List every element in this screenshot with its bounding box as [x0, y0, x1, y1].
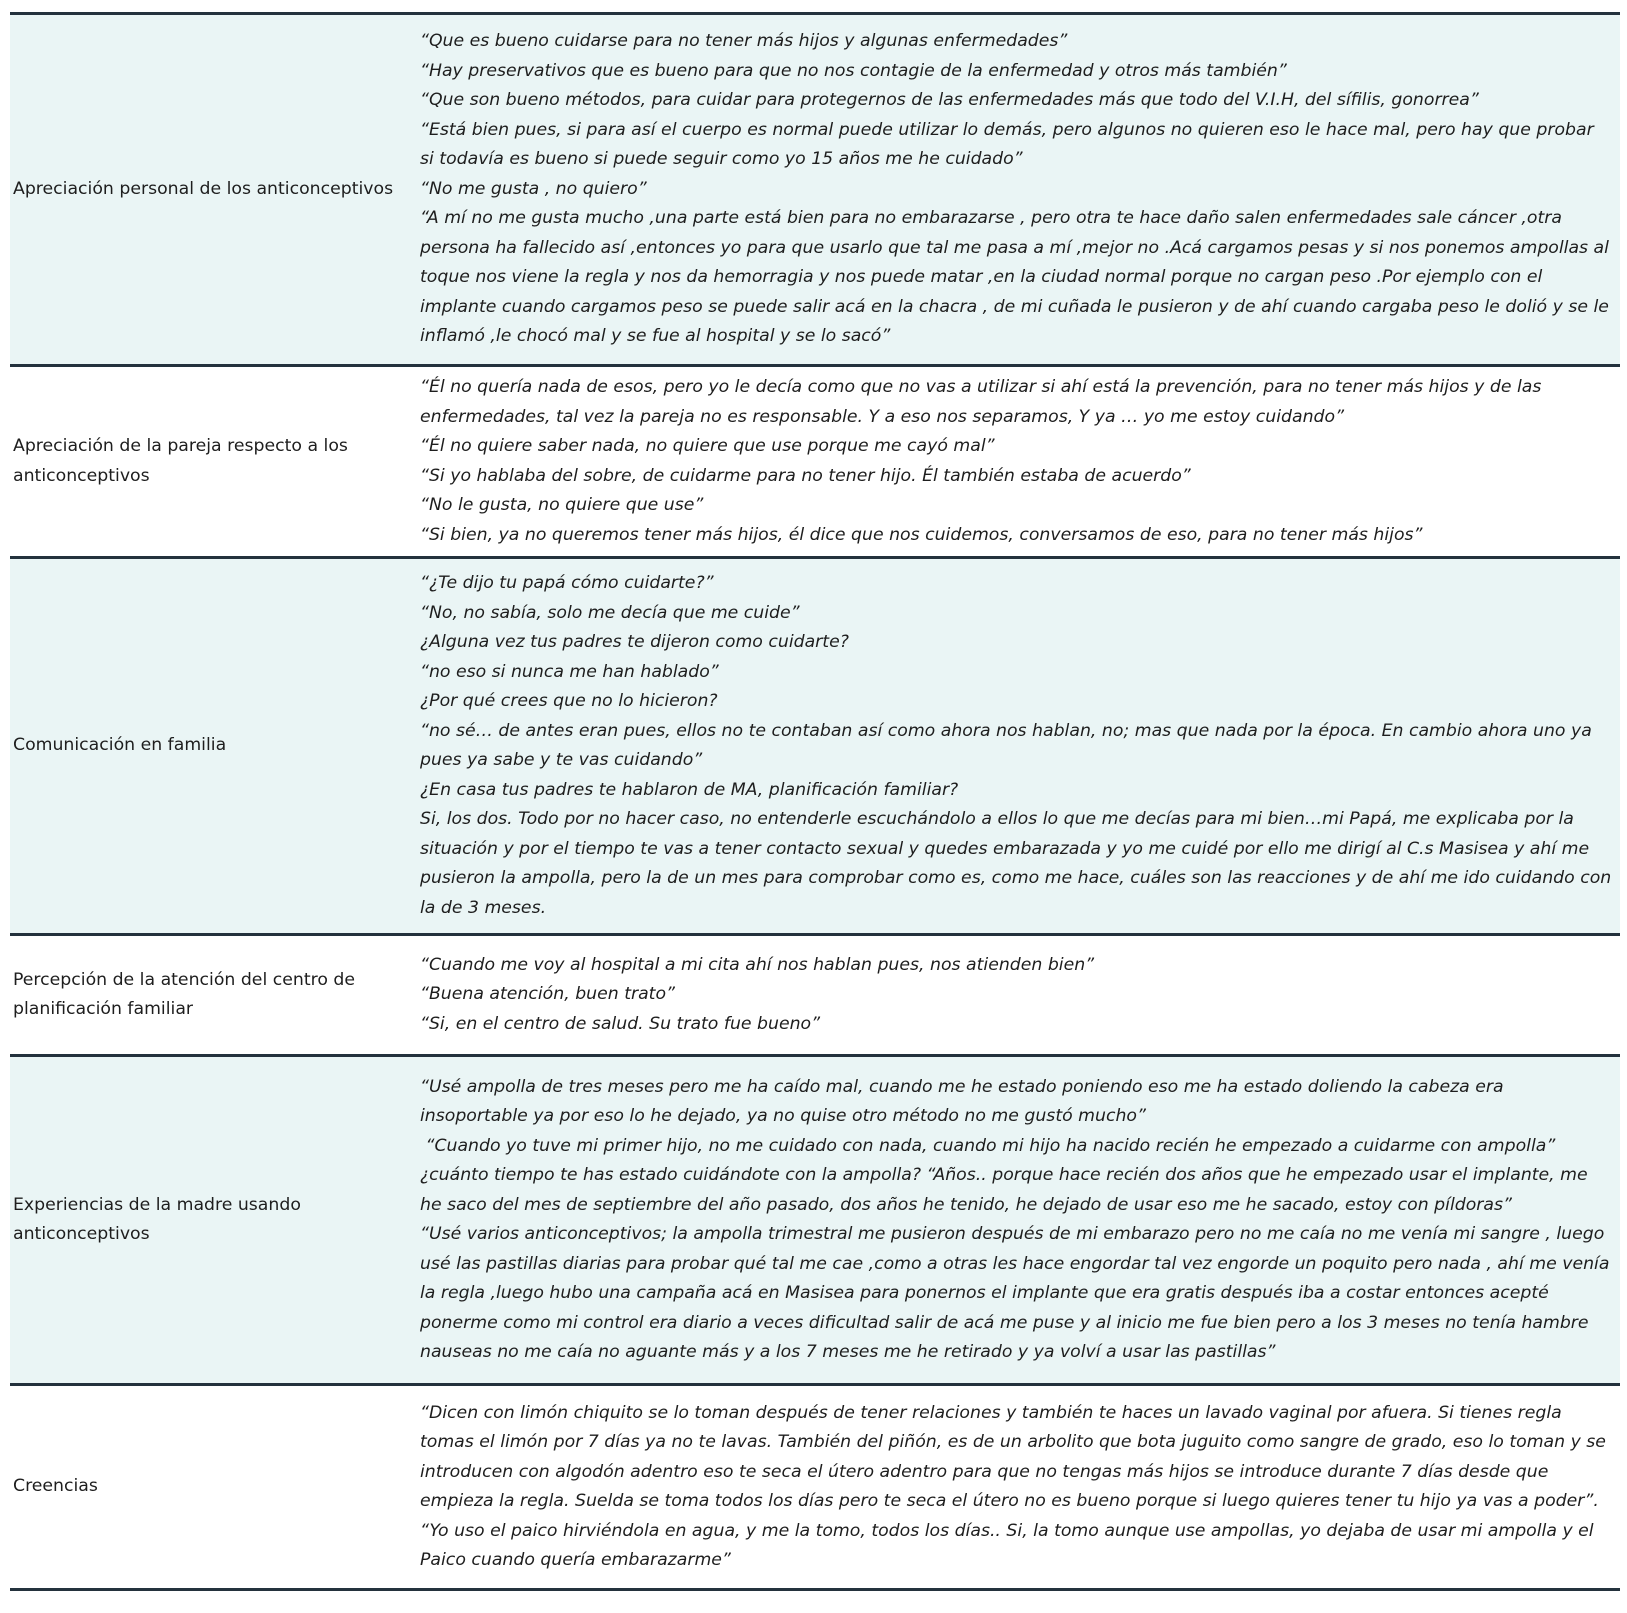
quote-line: “Él no quiere saber nada, no quiere que use porque me cayó mal” [420, 436, 995, 456]
quote-line: “Dicen con limón chiquito se lo toman después de tener relaciones y también te haces un lavado vaginal por afuera. Si tienes regla tomas el limón por 7 días ya no te lavas. También del piñón, es de un arbolito que bota juguito como sangre de grado, eso lo toman y se introducen con algodón adentro eso te seca el útero adentro para que no tengas más hijos se introduce durante 7 días desde que empieza la regla. Suelda se toma todos los días pero te seca el útero no es bueno porque si luego quieres tener tu hijo ya vas a poder”. [420, 1402, 1612, 1511]
quote-line: “No, no sabía, solo me decía que me cuide” [420, 602, 800, 623]
quotes-cell [420, 365, 1620, 558]
quotes-cell [420, 1065, 1620, 1376]
quote-line: “Usé ampolla de tres meses pero me ha caído mal, cuando me he estado poniendo eso me ha estado doliendo la cabeza era insoportable ya por eso lo he dejado, ya no quise otro método no me gustó mucho” [420, 1076, 1510, 1126]
quote-line: ¿cuánto tiempo te has estado cuidándote con la ampolla? “Años.. porque hace recién dos años que he empezado usar el implante, me he saco del mes de septiembre del año pasado, dos años he tenido, he dejado de usar eso me he sacado, estoy con píldoras” [420, 1165, 1594, 1215]
quote-line: Si, los dos. Todo por no hacer caso, no entenderle escuchándolo a ellos lo que me decías para mi bien…mi Papá, me explicaba por la situación y por el tiempo te vas a tener contacto sexual y quedes embarazada y yo me cuidé por ello me dirigí al C.s Masisea y ahí me pusieron la ampolla, pero la de un mes para comprobar como es, como me hace, cuáles son las reacciones y de ahí me ido cuidando con la de 3 meses. [420, 809, 1617, 918]
quote-line: “Si yo hablaba del sobre, de cuidarme para no tener hijo. Él también estaba de acuerdo” [420, 465, 1191, 486]
category-cell: Apreciación de la pareja respecto a los anticonceptivos [13, 436, 348, 486]
quote-line: “Yo uso el paico hirviéndola en agua, y me la tomo, todos los días.. Si, la tomo aunque use ampollas, yo dejaba de usar mi ampolla y el Paico cuando quería embarazarme” [420, 1520, 1600, 1570]
quote-line: “A mí no me gusta mucho ,una parte está bien para no embarazarse , pero otra te hace daño salen enfermedades sale cáncer ,otra persona ha fallecido así ,entonces yo para que usarlo que tal me pasa a mí ,mejor no .Acá cargamos pesas y si nos ponemos ampollas al toque nos viene la regla y nos da hemorragia y nos puede matar ,en la ciudad normal porque no cargan peso .Por ejemplo con el implante cuando cargamos peso se puede salir acá en la chacra , de mi cuñada le pusieron y de ahí cuando cargaba peso le dolió y se le inflamó ,le chocó mal y se fue al hospital y se lo sacó” [420, 208, 1615, 347]
quote-line: “Si, en el centro de salud. Su trato fue bueno” [420, 1013, 821, 1034]
table-row [10, 936, 1620, 1057]
category-cell: Apreciación personal de los anticonceptivos [13, 178, 394, 199]
category-cell: Experiencias de la madre usando anticonceptivos [13, 1194, 301, 1244]
quotes-cell [420, 1391, 1620, 1584]
quote-line: “no eso si nunca me han hablado” [420, 661, 719, 682]
quote-line: ¿Alguna vez tus padres te dijeron como cuidarte? [420, 632, 849, 652]
category-cell: Percepción de la atención del centro de planificación familiar [13, 969, 355, 1019]
quote-line: “Hay preservativos que es bueno para que no nos contagie de la enfermedad y otros más también” [420, 60, 1287, 81]
quote-line: ¿Por qué crees que no lo hicieron? [420, 691, 718, 711]
table-row [10, 367, 1620, 559]
quote-line: “Cuando me voy al hospital a mi cita ahí nos hablan pues, nos atienden bien” [420, 954, 1095, 975]
table-row [10, 15, 1620, 367]
quote-line: “Cuando yo tuve mi primer hijo, no me cuidado con nada, cuando mi hijo ha nacido recién he empezado a cuidarme con ampolla” [420, 1135, 1556, 1156]
quotes-cell [420, 19, 1620, 360]
quote-line: ¿En casa tus padres te hablaron de MA, planificación familiar? [420, 779, 959, 800]
table-row [10, 559, 1620, 936]
category-cell: Creencias [13, 1476, 98, 1497]
quote-line: “Él no quería nada de esos, pero yo le decía como que no vas a utilizar si ahí está la prevención, para no tener más hijos y de las enfermedades, tal vez la pareja no es responsable. Y a eso nos separamos, Y ya … yo me estoy cuidando” [420, 377, 1547, 427]
quote-line: “No me gusta , no quiero” [420, 178, 647, 199]
quotes-cell [420, 561, 1620, 931]
table-row [10, 1057, 1620, 1386]
quotes-cell [420, 943, 1620, 1048]
quote-line: “Que son bueno métodos, para cuidar para protegernos de las enfermedades más que todo del V.I.H, del sífilis, gonorrea” [420, 90, 1479, 111]
quote-line: “No le gusta, no quiere que use” [420, 495, 704, 515]
quote-line: “Que es bueno cuidarse para no tener más hijos y algunas enfermedades” [420, 31, 1068, 52]
quote-line: “no sé… de antes eran pues, ellos no te contaban así como ahora nos hablan, no; mas que nada por la época. En cambio ahora uno ya pues ya sabe y te vas cuidando” [420, 720, 1598, 770]
quote-line: “Usé varios anticonceptivos; la ampolla trimestral me pusieron después de mi embarazo pero no me caía no me venía mi sangre , luego usé las pastillas diarias para probar qué tal me cae ,como a otras les hace engordar tal vez engorde un poquito pero nada , ahí me venía la regla ,luego hubo una campaña acá en Masisea para ponernos el implante que era gratis después iba a costar entonces acepté ponerme como mi control era diario a veces dificultad salir de acá me puse y al inicio me fue bien pero a los 3 meses no tenía hambre nauseas no me caía no aguante más y a los 7 meses me he retirado y ya volví a usar las pastillas” [420, 1224, 1615, 1362]
quote-line: “Está bien pues, si para así el cuerpo es normal puede utilizar lo demás, pero algunos no quieren eso le hace mal, pero hay que probar si todavía es bueno si puede seguir como yo 15 años me he cuidado” [420, 119, 1600, 170]
qualitative-findings-table [10, 12, 1620, 1591]
category-cell: Comunicación en familia [13, 735, 227, 756]
table-row [10, 1386, 1620, 1591]
quote-line: “Buena atención, buen trato” [420, 984, 675, 1005]
quote-line: “Si bien, ya no queremos tener más hijos, él dice que nos cuidemos, conversamos de eso, para no tener más hijos” [420, 524, 1423, 545]
quote-line: “¿Te dijo tu papá cómo cuidarte?” [420, 573, 714, 593]
